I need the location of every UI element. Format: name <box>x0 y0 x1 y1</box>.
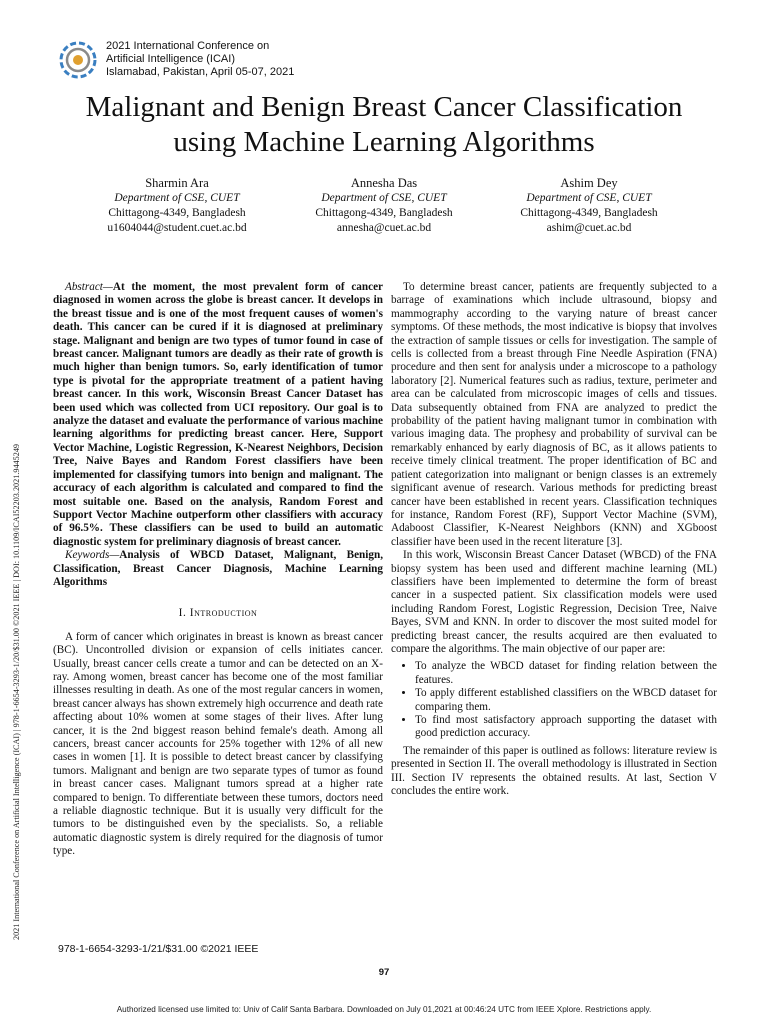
intro-paragraph-4: The remainder of this paper is outlined as follows: literature review is presented in Section II. The overall methodology is illustrated in Section III. Section IV represents the obtained results. At last, Section V concludes the entire work. <box>391 744 717 798</box>
author-city: Chittagong-4349, Bangladesh <box>520 207 658 219</box>
abstract-label: Abstract— <box>65 281 113 293</box>
author-name: Sharmin Ara <box>145 176 209 190</box>
author-city: Chittagong-4349, Bangladesh <box>315 207 453 219</box>
intro-paragraph: A form of cancer which originates in breast is known as breast cancer (BC). Uncontrolled division or expansion of cells initiates cancer. Usually, breast cancer cells create a tumor and can be detected on an X-ray. Among women, breast cancer has become one of the most familiar illnesses resulting in death. As one of the most regular cancers in women, breast cancer always has shown extremely high occurrence and death rate affecting about 10% women at some stages of their lives. After lung cancer, it is the 2nd biggest reason behind female's death. Among all cancers, breast cancer accounts for 25% together with 12% of all new cases in women [1]. It is possible to detect breast cancer by classifying tumors. Malignant and benign are two separate types of tumor as found in breast cancer cases. Malignant tumors spread at a higher rate compared to benign. To differentiate between these tumors, doctors need a reliable diagnostic technique. But it is usually very difficult for the tumors to be distinguished even by the specialists. So, a reliable automatic diagnostic system is direly required for the diagnosis of tumor type. <box>53 630 383 858</box>
abstract <box>53 281 383 549</box>
list-item: • To analyze the WBCD dataset for finding relation between the features. <box>415 660 717 687</box>
conference-header <box>58 40 294 80</box>
list-item: • To apply different established classifiers on the WBCD dataset for comparing them. <box>415 687 717 714</box>
author-email: u1604044@student.cuet.ac.bd <box>107 222 247 234</box>
page-number: 97 <box>378 967 390 978</box>
author-block-2 <box>284 176 484 236</box>
author-city: Chittagong-4349, Bangladesh <box>108 207 246 219</box>
paper-title <box>0 90 768 160</box>
keywords-text: Analysis of WBCD Dataset, Malignant, Benign, Classification, Breast Cancer Diagnosis, Machine Learning Algorithms <box>53 549 383 588</box>
author-name: Ashim Dey <box>560 176 618 190</box>
intro-paragraph-2: To determine breast cancer, patients are frequently subjected to a barrage of examinations which include ultrasound, biopsy and mammography according to the varying nature of breast cancer symptoms. Of these methods, the most indicative is biopsy that involves the extraction of sample tissues or cells for investigation. The sample of cells is collected from a breast through Fine Needle Aspiration (FNA) procedure and then sent for analysis under a microscope to a pathology laboratory [2]. Numerical features such as radius, texture, perimeter and area can be calculated from microscopic images of cells and tissues. Data subsequently obtained from FNA are analyzed to predict the probability of the patient having malignant tumor in combination with various imaging data. The prophesy and probability of survival can be remarkably enhanced by early diagnosis of BC, as it allows patients to receive timely clinical treatment. The proper identification of BC and patient categorization into malignant or benign classes is an extremely significant avenue of research. Various methods for predicting breast cancer have been established in recent years. Classification techniques for instance, Random Forest (RF), Support Vector Machine (SVM), Adaboost Classifier, K-Nearest Neighbors (KNN) and XGboost classifier have been used in the recent literature [3]. <box>391 281 717 548</box>
section-heading-introduction: I. Introduction <box>178 607 258 620</box>
right-column <box>391 281 717 798</box>
author-department: Department of CSE, CUET <box>114 192 240 204</box>
author-department: Department of CSE, CUET <box>526 192 652 204</box>
conference-info <box>106 40 294 79</box>
left-column <box>53 281 383 859</box>
author-block-3 <box>489 176 689 236</box>
isbn-footer: 978-1-6654-3293-1/21/$31.00 ©2021 IEEE <box>58 943 259 955</box>
conference-line-2: Artificial Intelligence (ICAI) <box>106 53 235 65</box>
objectives-list <box>391 660 717 740</box>
conference-logo-icon <box>58 40 98 80</box>
author-block-1 <box>77 176 277 236</box>
title-line-2: using Machine Learning Algorithms <box>173 126 595 158</box>
doi-sidebar: 2021 International Conference on Artificial Intelligence (ICAI) | 978-1-6654-3293-1/20/$31.00 ©2021 IEEE | DOI: 10.1109/ICAI52203.2021.9445249 <box>12 443 21 940</box>
author-email: ashim@cuet.ac.bd <box>546 222 632 234</box>
intro-paragraph-3: In this work, Wisconsin Breast Cancer Dataset (WBCD) of the FNA biopsy system has been used and different machine learning (ML) classifiers have been implemented to determine the form of breast cancer in a suspected patient. Six classification models were used including Random Forest, Logistic Regression, Decision Tree, Naive Bayes, SVM and KNN. In order to discover the most suited model for predicting breast cancer, the results acquired are then evaluated to compare the algorithms. The main objective of our paper are: <box>391 549 717 655</box>
author-email: annesha@cuet.ac.bd <box>336 222 432 234</box>
author-name: Annesha Das <box>350 176 418 190</box>
keywords-label: Keywords— <box>65 549 120 562</box>
conference-line-3: Islamabad, Pakistan, April 05-07, 2021 <box>106 66 295 78</box>
title-line-1: Malignant and Benign Breast Cancer Classification <box>85 91 683 123</box>
license-notice: Authorized licensed use limited to: Univ of Calif Santa Barbara. Downloaded on July 01,2021 at 00:46:24 UTC from IEEE Xplore. Restrictions apply. <box>116 1005 652 1014</box>
abstract-text: At the moment, the most prevalent form of cancer diagnosed in women across the globe is breast cancer. It develops in the breast tissue and is one of the most frequent causes of women's death. This cancer can be cured if it is diagnosed at preliminary stage. Malignant and benign are two types of tumor found in case of breast cancer. Malignant tumors are deadly as their rate of growth is much higher than benign tumors. So, early identification of tumor type is pivotal for the appropriate treatment of a patient having breast cancer. In this work, Wisconsin Breast Cancer Dataset has been used which was collected from UCI repository. Our goal is to analyze the dataset and evaluate the performance of various machine learning algorithms for predicting breast cancer. Here, Support Vector Machine, Logistic Regression, K-Nearest Neighbors, Decision Tree, Naive Bayes and Random Forest classifiers have been implemented for classifying tumors into benign and malignant. The accuracy of each algorithm is calculated and compared to find the most suitable one. Based on the analysis, Random Forest and Support Vector Machine outperform other classifiers with accuracy of 96.5%. These classifiers can be used to build an automatic diagnostic system for preliminary diagnosis of breast cancer. <box>53 281 383 548</box>
author-department: Department of CSE, CUET <box>321 192 447 204</box>
keywords <box>53 549 383 589</box>
conference-line-1: 2021 International Conference on <box>106 40 270 52</box>
list-item: • To find most satisfactory approach supporting the dataset with good prediction accuracy. <box>415 714 717 741</box>
